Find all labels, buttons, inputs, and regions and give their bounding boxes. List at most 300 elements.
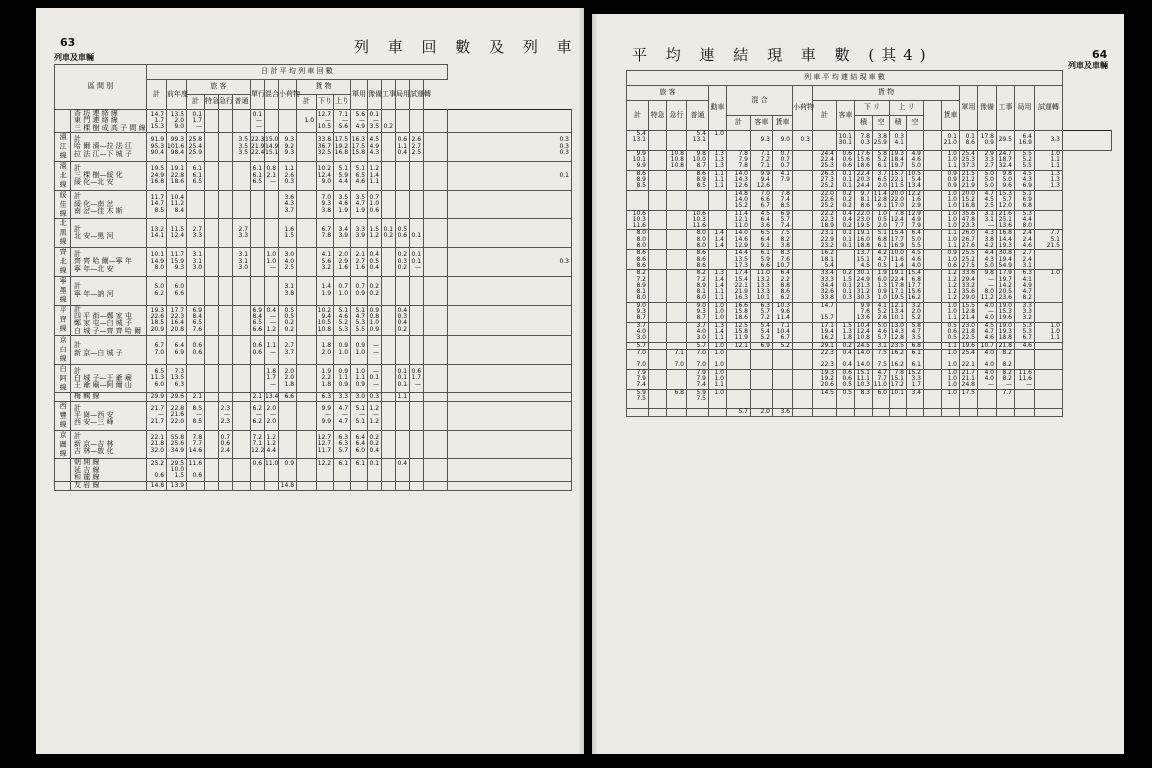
- table-cell: [942, 230, 960, 250]
- cell-value: 1.0: [1050, 327, 1060, 335]
- cell-value: 17.6: [856, 149, 870, 157]
- table-cell: [205, 190, 219, 219]
- cell-value: [1035, 197, 1060, 203]
- table-cell: [709, 302, 727, 322]
- cell-value: 25.3: [820, 162, 834, 170]
- table-cell: [396, 364, 410, 393]
- cell-value: [187, 375, 202, 381]
- cell-value: 14.0: [734, 229, 748, 237]
- table-cell: [279, 482, 297, 490]
- cell-value: 7.1: [252, 440, 263, 448]
- cell-value: 3.1: [192, 251, 203, 259]
- cell-value: [751, 376, 770, 382]
- table-cell: [773, 389, 793, 409]
- table-cell: [368, 276, 382, 305]
- table-cell: [855, 389, 873, 409]
- table-cell: [167, 393, 187, 401]
- line-labels: [71, 133, 147, 162]
- line-name: 西 安—三 峰: [74, 418, 114, 427]
- cell-value: 1.0: [947, 209, 957, 217]
- cell-value: 9.6: [780, 308, 790, 316]
- line-name: 計: [74, 366, 81, 375]
- table-cell: [187, 393, 205, 401]
- cell-value: 1.3: [714, 156, 724, 164]
- table-cell: [1035, 170, 1063, 190]
- table-cell: [960, 270, 978, 302]
- cell-value: 27.5: [961, 261, 975, 269]
- table-cell: [351, 133, 368, 162]
- cell-value: [649, 283, 664, 289]
- cell-value: 1.0: [947, 361, 957, 369]
- table-cell: [667, 210, 687, 230]
- cell-value: 23.0: [856, 215, 870, 223]
- cell-value: —: [270, 380, 277, 388]
- table-cell: [147, 459, 167, 482]
- cell-value: 20.5: [998, 288, 1012, 296]
- table-cell: [667, 302, 687, 322]
- table-cell: [773, 150, 793, 170]
- cell-value: 20.6: [820, 381, 834, 389]
- table-cell: [924, 302, 942, 322]
- cell-value: 0.6: [411, 368, 422, 376]
- cell-value: 12.0: [998, 202, 1012, 210]
- line-name: 齊 齊 哈 爾—寧 年: [74, 257, 132, 266]
- cell-value: 3.6: [284, 193, 295, 201]
- table-cell: [773, 270, 793, 302]
- table-cell: [907, 302, 924, 322]
- cell-value: 25.1: [998, 215, 1012, 223]
- table-cell: [205, 161, 219, 190]
- table-cell: [1035, 409, 1063, 416]
- cell-value: 0.2: [842, 269, 852, 277]
- cell-value: 5.1: [338, 165, 349, 173]
- cell-value: 19.5: [856, 222, 870, 230]
- cell-value: [627, 197, 646, 203]
- table-cell: [297, 482, 317, 490]
- cell-value: 13.5: [734, 255, 748, 263]
- table-cell: [410, 219, 424, 248]
- table-row: [55, 276, 572, 305]
- table-cell: [147, 305, 167, 335]
- cell-value: 14.6: [734, 235, 748, 243]
- table-cell: [627, 170, 649, 190]
- cell-value: [773, 396, 790, 402]
- cell-value: 1.2: [266, 433, 277, 441]
- cell-value: 0.6: [397, 136, 408, 144]
- table-cell: [997, 369, 1015, 389]
- table-cell: [396, 305, 410, 335]
- cell-value: 6.7: [760, 202, 770, 210]
- table-cell: [1015, 250, 1035, 270]
- table-cell: [396, 110, 410, 133]
- cell-value: 10.8: [670, 156, 684, 164]
- cell-value: 1.1: [947, 314, 957, 322]
- cell-value: 6.1: [192, 165, 203, 173]
- cell-value: 3.1: [192, 257, 203, 265]
- cell-value: 0.3: [559, 257, 569, 265]
- cell-value: [382, 347, 393, 353]
- cell-value: 19.5: [890, 294, 904, 302]
- cell-value: [279, 473, 294, 479]
- cell-value: [924, 376, 939, 382]
- table-cell: [297, 393, 317, 401]
- cell-value: 6.5: [252, 319, 263, 327]
- table-cell: [448, 133, 572, 162]
- cell-value: [709, 257, 724, 263]
- cell-value: 8.2: [696, 269, 706, 277]
- table-cell: [351, 190, 368, 219]
- cell-value: 1.7: [911, 381, 921, 389]
- cell-value: 4.5: [1022, 169, 1032, 177]
- cell-value: 0.5: [842, 381, 852, 389]
- cell-value: 9.3: [760, 136, 770, 144]
- cell-value: 14.0: [734, 169, 748, 177]
- cell-value: 0.3: [894, 133, 904, 141]
- cell-value: 19.2: [820, 374, 834, 382]
- table-cell: [424, 133, 448, 162]
- table-cell: [837, 190, 855, 210]
- cell-value: 6.5: [192, 319, 203, 327]
- cell-value: [424, 118, 445, 124]
- cell-value: 0.6: [842, 162, 852, 170]
- cell-value: 15.4: [907, 269, 921, 277]
- cell-value: 1.7: [192, 116, 203, 124]
- cell-value: 13.6: [998, 222, 1012, 230]
- cell-value: [205, 375, 216, 381]
- cell-value: 6.2: [780, 294, 790, 302]
- cell-value: 90.4: [150, 149, 165, 157]
- cell-value: 0.6: [947, 327, 957, 335]
- cell-value: 2.0: [266, 417, 277, 425]
- table-cell: [997, 170, 1015, 190]
- cell-value: 8.2: [1002, 368, 1012, 376]
- table-cell: [907, 270, 924, 302]
- cell-value: [709, 144, 724, 150]
- cell-value: 1.0: [947, 235, 957, 243]
- table-cell: [297, 110, 317, 133]
- cell-value: 0.1: [411, 232, 422, 240]
- section-name: 齊 北 線: [59, 248, 68, 274]
- cell-value: 1.2: [947, 281, 957, 289]
- table-cell: [382, 305, 396, 335]
- table-row: [55, 335, 572, 364]
- cell-value: 10.7: [776, 261, 790, 269]
- cell-value: 9.9: [636, 162, 646, 170]
- table-cell: [855, 131, 873, 151]
- cell-value: —: [270, 348, 277, 356]
- cell-value: 0.5: [369, 257, 380, 265]
- cell-value: 1.0: [947, 348, 957, 356]
- table-cell: [297, 401, 317, 430]
- table-cell: [687, 409, 709, 416]
- cell-value: 5.1: [355, 306, 366, 314]
- cell-value: 26.0: [961, 229, 975, 237]
- cell-value: 8.6: [696, 255, 706, 263]
- cell-value: 5.1: [877, 229, 887, 237]
- cell-value: 5.4: [760, 321, 770, 329]
- cell-value: [251, 375, 262, 381]
- table-cell: [1035, 230, 1063, 250]
- cell-value: 22.0: [820, 189, 834, 197]
- cell-value: [251, 201, 262, 207]
- cell-value: 22.4: [251, 149, 265, 157]
- cell-value: 32.4: [998, 162, 1012, 170]
- table-cell: [907, 170, 924, 190]
- line-name: 三 棵 樹—綏 化: [74, 170, 123, 179]
- table-cell: [279, 190, 297, 219]
- cell-value: 1.2: [369, 417, 380, 425]
- table-cell: [978, 131, 997, 151]
- cell-value: 25.8: [188, 136, 203, 144]
- cell-value: 15.2: [734, 202, 748, 210]
- table-cell: [167, 276, 187, 305]
- cell-value: 5.0: [877, 321, 887, 329]
- cell-value: 0.2: [369, 289, 380, 297]
- cell-value: [382, 173, 393, 179]
- table-cell: [627, 369, 649, 389]
- line-name: 北 安—黑 河: [74, 232, 114, 241]
- table-cell: [907, 190, 924, 210]
- cell-value: 10.3: [632, 215, 646, 223]
- cell-value: 7.4: [636, 381, 646, 389]
- cell-value: 1.6: [911, 195, 921, 203]
- cell-value: 4.3: [984, 229, 994, 237]
- line-name: 吉 林—敦 化: [74, 447, 114, 456]
- cell-value: 2.5: [411, 149, 422, 157]
- column-header: 小荷物: [793, 86, 813, 131]
- cell-value: 16.2: [890, 361, 904, 369]
- cell-value: 54.9: [998, 261, 1012, 269]
- cell-value: 5.2: [1022, 156, 1032, 164]
- table-cell: [205, 393, 219, 401]
- cell-value: 0.3: [559, 149, 569, 157]
- cell-value: [793, 343, 810, 349]
- section-name: 西 豐 線: [59, 401, 68, 428]
- cell-value: 0.6: [842, 149, 852, 157]
- cell-value: 1.2: [947, 275, 957, 283]
- cell-value: 8.5: [192, 405, 203, 413]
- cell-value: 10.8: [670, 162, 684, 170]
- cell-value: [205, 412, 216, 418]
- section-label: [55, 401, 71, 430]
- table-cell: [351, 364, 368, 393]
- cell-value: 4.7: [355, 312, 366, 320]
- table-cell: [424, 459, 448, 482]
- table-cell: [1035, 349, 1063, 369]
- table-cell: [219, 305, 233, 335]
- table-cell: [709, 369, 727, 389]
- cell-value: 6.9: [1022, 195, 1032, 203]
- cell-value: 8.2: [1022, 294, 1032, 302]
- table-cell: [448, 161, 572, 190]
- cell-value: [960, 409, 975, 415]
- cell-value: 5.6: [321, 257, 332, 265]
- cell-value: 8.9: [696, 176, 706, 184]
- cell-value: [649, 343, 664, 349]
- cell-value: 5.7: [877, 334, 887, 342]
- cell-value: [233, 118, 248, 124]
- cell-value: [649, 257, 664, 263]
- cell-value: 25.4: [961, 348, 975, 356]
- cell-value: 27.3: [820, 176, 834, 184]
- cell-value: 7.9: [636, 374, 646, 382]
- cell-value: 2.1: [252, 392, 263, 400]
- cell-value: 12.4: [317, 171, 332, 179]
- cell-value: 11.0: [265, 459, 279, 467]
- table-cell: [873, 369, 890, 389]
- cell-value: 1.3: [1050, 182, 1060, 190]
- cell-value: 1.0: [714, 361, 724, 369]
- cell-value: [793, 157, 810, 163]
- cell-value: 27.6: [961, 242, 975, 250]
- table-cell: [205, 401, 219, 430]
- cell-value: 6.1: [338, 459, 349, 467]
- cell-value: 0.1: [559, 171, 569, 179]
- line-name: 寧 年—北 安: [74, 264, 114, 273]
- table-cell: [667, 270, 687, 302]
- cell-value: 12.4: [856, 327, 870, 335]
- cell-value: 1.1: [947, 341, 957, 349]
- line-name: 新 京—吉 林: [74, 439, 114, 448]
- table-cell: [942, 389, 960, 409]
- cell-value: [382, 259, 393, 265]
- cell-value: 15.6: [907, 288, 921, 296]
- line-name: 香 坊 連 絡 線: [74, 109, 118, 117]
- cell-value: 7.1: [674, 348, 684, 356]
- cell-value: 2.0: [284, 374, 295, 382]
- cell-value: [205, 230, 216, 236]
- cell-value: 6.9: [174, 348, 185, 356]
- cell-value: 3.1: [238, 257, 249, 265]
- cell-value: 15.1: [890, 374, 904, 382]
- cell-value: 2.7: [238, 225, 249, 233]
- cell-value: 0.3: [860, 139, 870, 147]
- cell-value: 4.5: [984, 321, 994, 329]
- table-cell: [727, 131, 751, 151]
- table-cell: [837, 409, 855, 416]
- cell-value: 5.4: [636, 130, 646, 137]
- table-cell: [167, 305, 187, 335]
- cell-value: [410, 394, 421, 400]
- cell-value: 12.2: [317, 459, 332, 467]
- car-count-table: [626, 70, 1112, 417]
- cell-value: [448, 467, 569, 473]
- table-cell: [667, 150, 687, 170]
- cell-value: [924, 409, 939, 415]
- cell-value: 7.2: [760, 314, 770, 322]
- cell-value: 4.3: [369, 149, 380, 157]
- cell-value: 8.0: [636, 294, 646, 302]
- table-cell: [410, 335, 424, 364]
- cell-value: 1.8: [284, 380, 295, 388]
- column-header: 局用: [396, 80, 410, 110]
- cell-value: 10.5: [907, 169, 921, 177]
- cell-value: [649, 217, 664, 223]
- cell-value: 1.7: [411, 374, 422, 382]
- cell-value: 21.6: [170, 411, 185, 419]
- line-name: 白 城 子—王 爺 廟: [74, 373, 132, 382]
- cell-value: 1.9: [321, 368, 332, 376]
- cell-value: 6.0: [877, 388, 887, 396]
- cell-value: 29.5: [998, 136, 1012, 144]
- cell-value: 15.7: [890, 169, 904, 177]
- table-cell: [960, 302, 978, 322]
- cell-value: [448, 118, 569, 124]
- table-cell: [1015, 230, 1035, 250]
- table-cell: [317, 401, 334, 430]
- cell-value: 0.5: [877, 215, 887, 223]
- cell-value: 8.4: [174, 206, 185, 214]
- cell-value: [251, 483, 262, 489]
- cell-value: 15.3: [998, 189, 1012, 197]
- cell-value: [219, 375, 230, 381]
- cell-value: [687, 197, 706, 203]
- cell-value: [382, 412, 393, 418]
- cell-value: 0.3: [842, 294, 852, 302]
- table-cell: [687, 170, 709, 190]
- table-cell: [773, 170, 793, 190]
- cell-value: 16.4: [170, 319, 185, 327]
- cell-value: —: [325, 411, 332, 419]
- table-cell: [649, 250, 667, 270]
- cell-value: 15.1: [856, 368, 870, 376]
- cell-value: 19.7: [890, 162, 904, 170]
- line-name: 王 爺 廟—阿 爾 山: [74, 381, 132, 390]
- cell-value: [751, 396, 770, 402]
- cell-value: 2.0: [266, 405, 277, 413]
- cell-value: 6.8: [1022, 202, 1032, 210]
- column-header: 計: [627, 101, 649, 131]
- table-cell: [978, 190, 997, 210]
- table-cell: [773, 302, 793, 322]
- cell-value: 15.3: [998, 308, 1012, 316]
- cell-value: 1.0: [338, 289, 349, 297]
- cell-value: 23.5: [890, 341, 904, 349]
- table-row: [627, 150, 1112, 170]
- cell-value: 4.3: [284, 200, 295, 208]
- table-cell: [167, 133, 187, 162]
- table-cell: [751, 349, 773, 369]
- section-label: [55, 110, 71, 133]
- cell-value: 2.0: [877, 222, 887, 230]
- table-cell: [773, 210, 793, 230]
- cell-value: 3.1: [1022, 261, 1032, 269]
- cell-value: [751, 356, 770, 362]
- table-row: [55, 219, 572, 248]
- cell-value: 3.3: [984, 156, 994, 164]
- cell-value: 22.2: [820, 209, 834, 217]
- cell-value: 22.3: [170, 312, 185, 320]
- table-row: [55, 305, 572, 335]
- table-cell: [837, 349, 855, 369]
- cell-value: 0.9: [284, 459, 295, 467]
- table-cell: [667, 131, 687, 151]
- table-cell: [727, 369, 751, 389]
- cell-value: [219, 259, 230, 265]
- cell-value: 9.9: [636, 149, 646, 157]
- cell-value: 15.6: [856, 156, 870, 164]
- cell-value: [649, 137, 664, 143]
- table-cell: [793, 250, 813, 270]
- table-cell: [147, 393, 167, 401]
- cell-value: 0.2: [369, 433, 380, 441]
- cell-value: 7.6: [780, 255, 790, 263]
- table-cell: [205, 430, 219, 459]
- cell-value: 21.5: [961, 169, 975, 177]
- cell-value: 22.3: [820, 348, 834, 356]
- line-labels: [71, 219, 147, 248]
- cell-value: [924, 257, 939, 263]
